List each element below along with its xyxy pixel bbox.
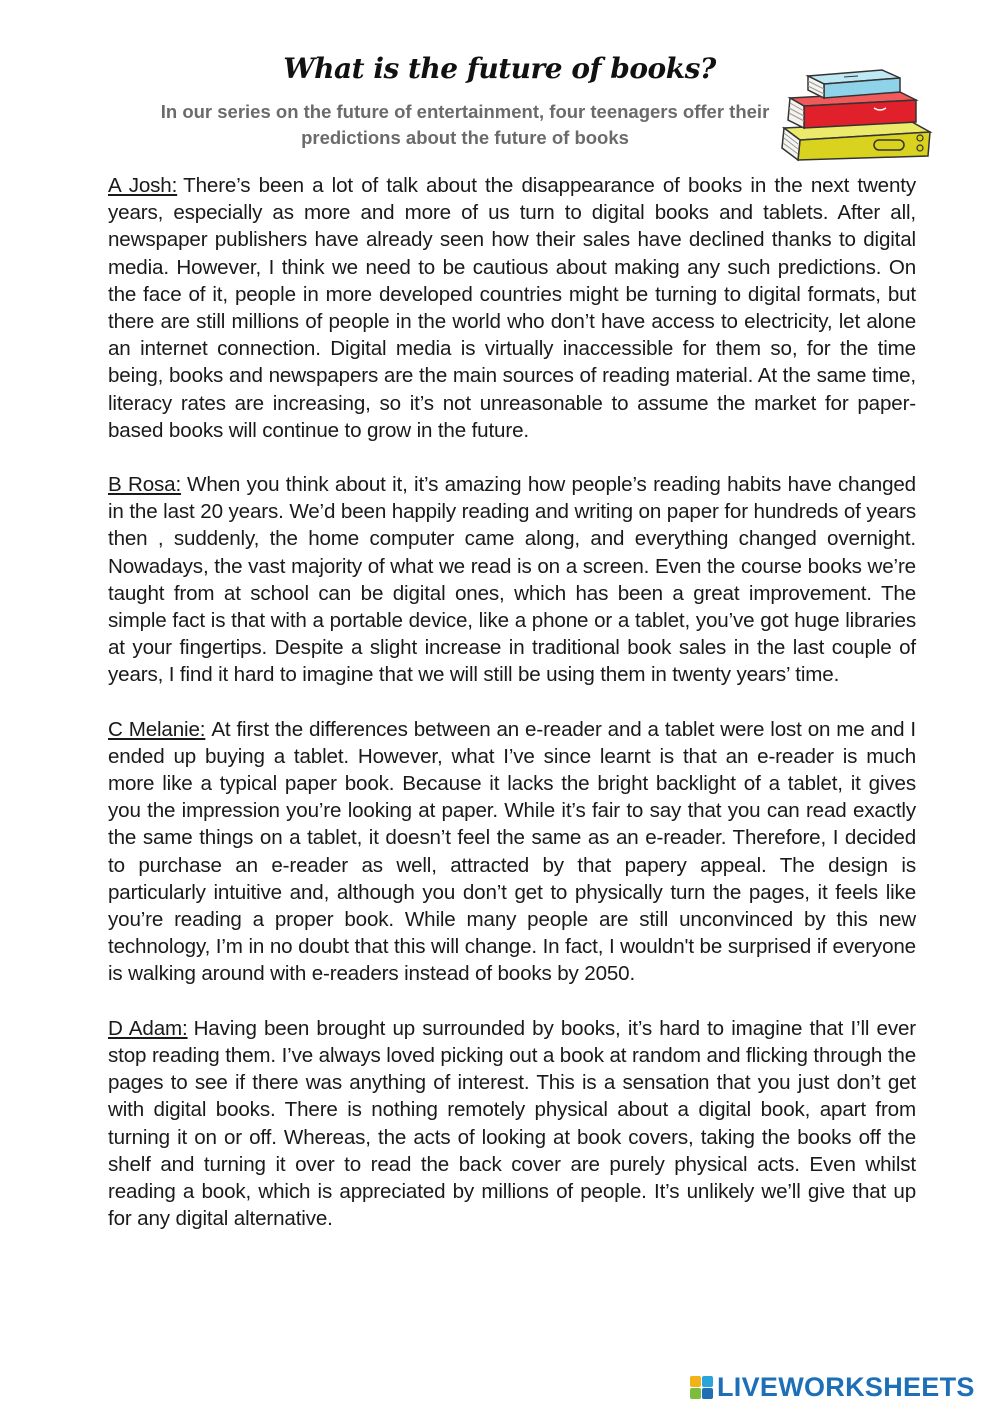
brand-grid-icon <box>690 1376 713 1399</box>
book-top-blue <box>808 70 900 98</box>
page-title: What is the future of books? <box>283 52 716 85</box>
article-body <box>108 172 916 1259</box>
liveworksheets-logo <box>690 1372 975 1403</box>
paragraph-text: At first the differences between an e-reader and a tablet were lost on me and I ended up buying a tablet. However, what I’ve since learnt is that an e-reader is much more like a typical paper book. Because it lacks the bright backlight of a tablet, it gives you the impression you’re looking at paper. While it’s fair to say that you can read exactly the same things on a tablet, it doesn’t feel the same as an e-reader. Therefore, I decided to purchase an e-reader as well, attracted by that papery appeal. The design is particularly intuitive and, although you don’t get to physically turn the pages, it feels like you’re reading a proper book. While many people are still unconvinced by this new technology, I’m in no doubt that this will change. In fact, I wouldn't be surprised if everyone is walking around with e-readers instead of books by 2050. <box>108 717 916 986</box>
paragraph-josh <box>108 172 916 444</box>
speaker-label: B Rosa: <box>108 473 182 497</box>
book-middle-red <box>788 92 916 128</box>
page-subtitle: In our series on the future of entertainment, four teenagers offer their predictions about the future of books <box>160 101 770 148</box>
paragraph-text: When you think about it, it’s amazing how people’s reading habits have changed in the last 20 years. We’d been happily reading and writing on paper for hundreds of years then , suddenly, the home computer came along, and everything changed overnight. Nowadays, the vast majority of what we read is on a screen. Even the course books we’re taught from at school can be digital ones, which has been a great improvement. The simple fact is that with a portable device, like a phone or a tablet, you’ve got huge libraries at your fingertips. Despite a slight increase in traditional book sales in the last couple of years, I find it hard to imagine that we will still be using them in twenty years’ time. <box>108 473 916 687</box>
speaker-label: D Adam: <box>108 1016 188 1040</box>
paragraph-text: Having been brought up surrounded by books, it’s hard to imagine that I’ll ever stop reading them. I’ve always loved picking out a book at random and flicking through the pages to see if there was anything of interest. This is a sensation that you just don’t get with digital books. There is nothing remotely physical about a digital book, apart from turning it on or off. Whereas, the acts of looking at book covers, taking the books off the shelf and turning it over to read the back cover are purely physical acts. Even whilst reading a book, which is appreciated by millions of people. It’s unlikely we’ll give that up for any digital alternative. <box>108 1016 916 1231</box>
brand-text: LIVEWORKSHEETS <box>717 1372 975 1402</box>
speaker-label: A Josh: <box>108 174 178 197</box>
speaker-label: C Melanie: <box>108 717 206 741</box>
paragraph-melanie <box>108 716 916 988</box>
books-stack-illustration <box>778 66 938 162</box>
paragraph-text: There’s been a lot of talk about the disappearance of books in the next twenty years, especially as more and more of us turn to digital books and tablets. After all, newspaper publishers have already seen how their sales have declined thanks to digital media. However, I think we need to be cautious about making any such predictions. On the face of it, people in more developed countries might be turning to digital formats, but there are still millions of people in the world who don’t have access to electricity, let alone an internet connection. Digital media is virtually inaccessible for them so, for the time being, books and newspapers are the main sources of reading material. At the same time, literacy rates are increasing, so it’s not unreasonable to assume the market for paper-based books will continue to grow in the future. <box>108 174 916 442</box>
paragraph-rosa <box>108 471 916 689</box>
paragraph-adam <box>108 1015 916 1233</box>
